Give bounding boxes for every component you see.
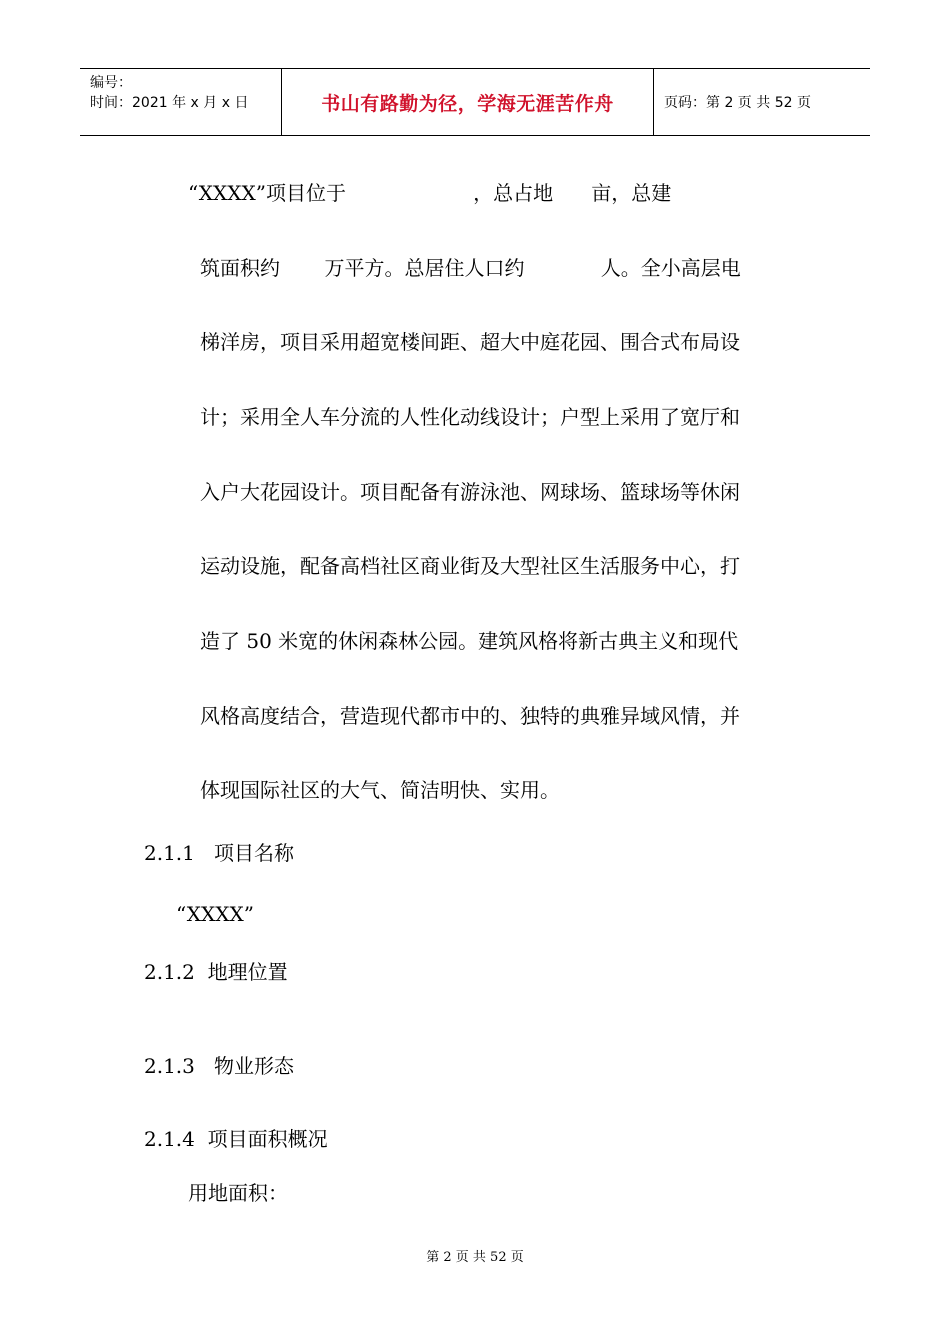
header-meta [80, 69, 282, 135]
section-2-1-1: 2.1.1 项目名称 [144, 841, 294, 865]
section-2-1-4: 2.1.4 项目面积概况 [144, 1127, 328, 1151]
project-name-value: “XXXX” [176, 902, 254, 926]
section-2-1-2: 2.1.2 地理位置 [144, 960, 288, 984]
code-label: 编号： [90, 75, 132, 91]
header-motto: 书山有路勤为径，学海无涯苦作舟 [282, 69, 654, 135]
para-line-4: 计；采用全人车分流的人性化动线设计；户型上采用了宽厅和 [200, 405, 740, 429]
section-2-1-3: 2.1.3 物业形态 [144, 1054, 294, 1078]
para-line-6: 运动设施，配备高档社区商业街及大型社区生活服务中心，打 [200, 554, 740, 578]
para-line-5: 入户大花园设计。项目配备有游泳池、网球场、篮球场等休闲 [200, 480, 740, 504]
time-label: 时间：2021 年 x 月 x 日 [90, 95, 249, 111]
para-line-8: 风格高度结合，营造现代都市中的、独特的典雅异域风情，并 [200, 704, 740, 728]
para-line-1: “XXXX”项目位于 ，总占地 亩，总建 [188, 181, 672, 205]
para-line-7: 造了 50 米宽的休闲森林公园。建筑风格将新古典主义和现代 [200, 629, 739, 653]
para-line-9: 体现国际社区的大气、简洁明快、实用。 [200, 778, 560, 802]
header-page-label: 页码：第 2 页 共 52 页 [664, 95, 811, 111]
para-line-2: 筑面积约 万平方。总居住人口约 人。全小高层电 [200, 256, 741, 280]
page-footer: 第 2 页 共 52 页 [426, 1250, 524, 1265]
land-area-label: 用地面积： [188, 1181, 288, 1205]
page-header [80, 68, 870, 136]
para-line-3: 梯洋房，项目采用超宽楼间距、超大中庭花园、围合式布局设 [200, 330, 740, 354]
